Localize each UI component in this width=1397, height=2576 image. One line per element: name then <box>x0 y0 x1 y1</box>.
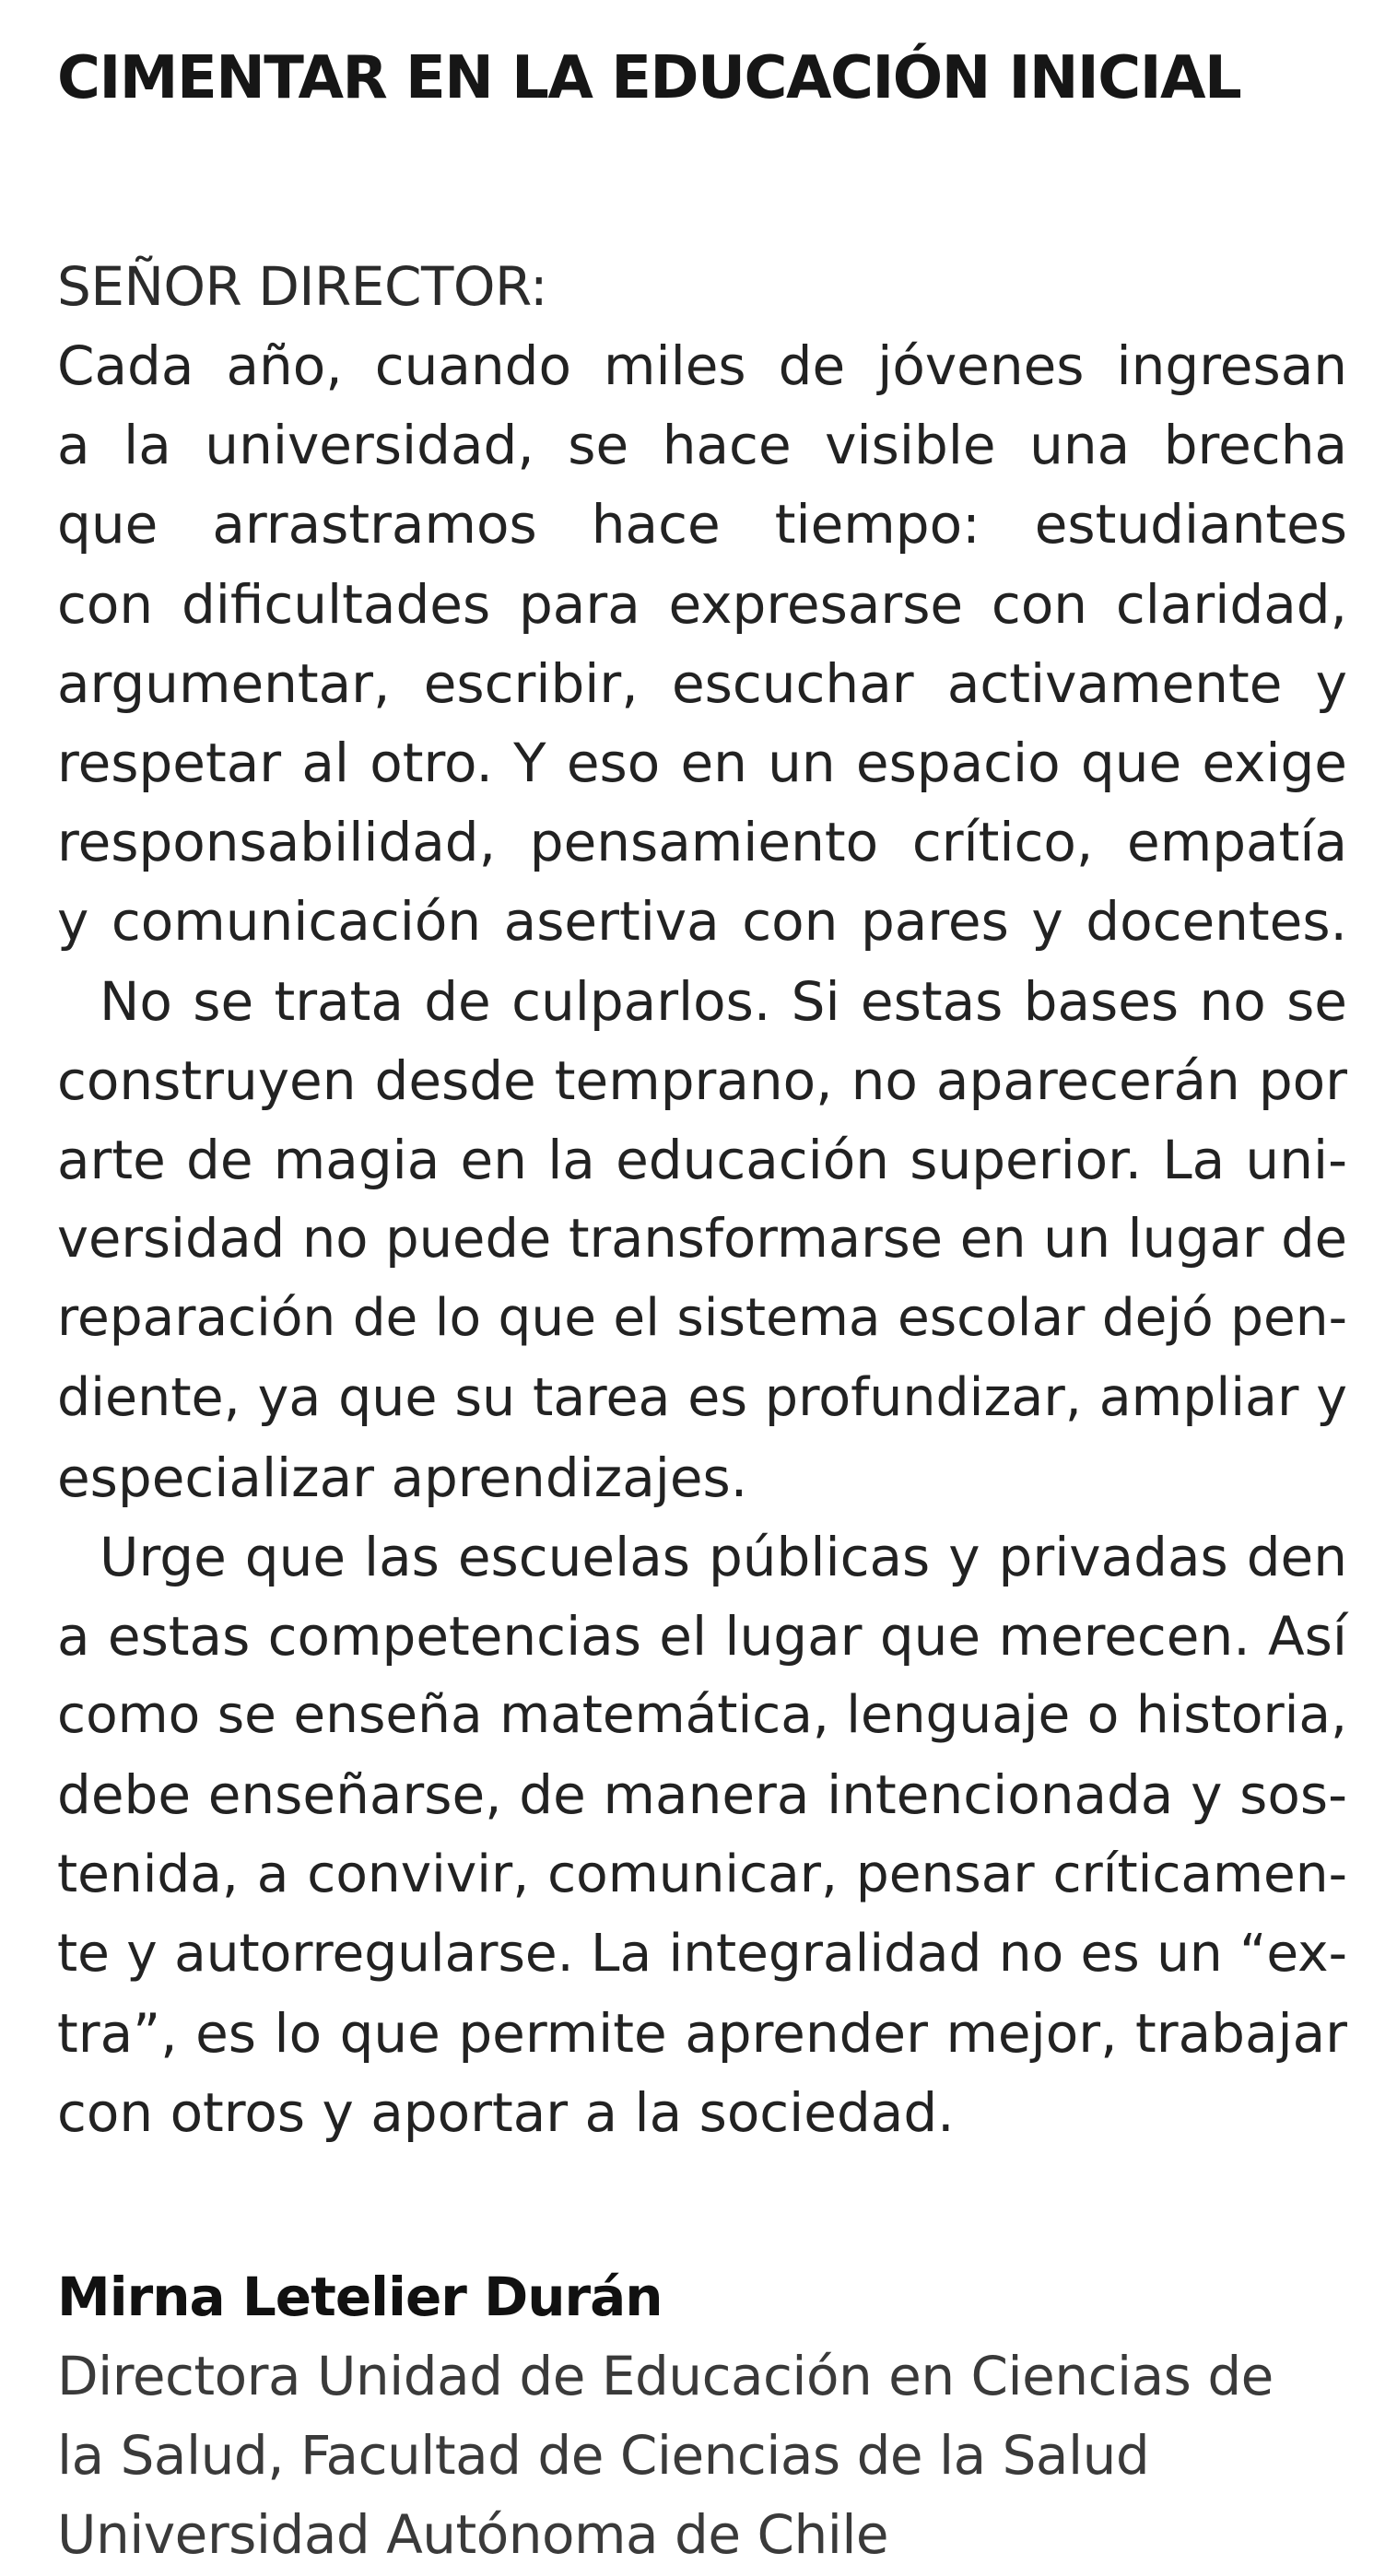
paragraph-1 <box>57 326 1347 962</box>
text-line: responsabilidad, pensamiento crítico, empatía <box>57 811 1347 874</box>
text-line: con dificultades para expresarse con claridad, <box>57 572 1347 636</box>
text-line: versidad no puede transformarse en un lugar de <box>57 1208 1347 1270</box>
author-name: Mirna Letelier Durán <box>57 2266 663 2329</box>
text-line: Cada año, cuando miles de jóvenes ingresan <box>57 334 1347 397</box>
text-line: y comunicación asertiva con pares y docentes. <box>57 890 1347 954</box>
text-line: Urge que las escuelas públicas y privadas den <box>100 1525 1347 1588</box>
author-affiliation-line: Directora Unidad de Educación en Ciencias de <box>57 2345 1274 2408</box>
text-line: a la universidad, se hace visible una brecha <box>57 414 1347 477</box>
text-line: No se trata de culparlos. Si estas bases no se <box>100 969 1347 1033</box>
text-line: te y autorregularse. La integralidad no es un “ex- <box>57 1923 1347 1984</box>
text-line: debe enseñarse, de manera intencionada y sos- <box>57 1763 1347 1827</box>
text-line: respetar al otro. Y eso en un espacio que exige <box>57 731 1347 794</box>
text-line: que arrastramos hace tiempo: estudiantes <box>57 493 1347 556</box>
paragraph-3 <box>57 1517 1347 2153</box>
text-line: especializar aprendizajes. <box>57 1446 748 1509</box>
headline: CIMENTAR EN LA EDUCACIÓN INICIAL <box>57 44 1241 112</box>
letter-page <box>57 37 1347 2574</box>
author-affiliation-line: Universidad Autónoma de Chile <box>57 2503 889 2567</box>
salutation: SEÑOR DIRECTOR: <box>57 255 548 318</box>
text-line: como se enseña matemática, lenguaje o historia, <box>57 1685 1347 1746</box>
author-affiliation-line: la Salud, Facultad de Ciencias de la Salud <box>57 2424 1150 2488</box>
text-line: construyen desde temprano, no aparecerán por <box>57 1048 1347 1112</box>
text-line: con otros y aportar a la sociedad. <box>57 2081 955 2145</box>
text-line: arte de magia en la educación superior. La uni- <box>57 1128 1347 1191</box>
text-line: argumentar, escribir, escuchar activamente y <box>57 651 1347 715</box>
text-line: a estas competencias el lugar que merecen. Así <box>57 1605 1347 1668</box>
text-line: tra”, es lo que permite aprender mejor, trabajar <box>57 2001 1347 2065</box>
text-line: reparación de lo que el sistema escolar dejó pen- <box>57 1288 1347 1349</box>
text-line: diente, ya que su tarea es profundizar, ampliar y <box>57 1367 1347 1429</box>
text-line: tenida, a convivir, comunicar, pensar críticamen- <box>57 1844 1347 1904</box>
paragraph-2 <box>57 962 1347 1517</box>
